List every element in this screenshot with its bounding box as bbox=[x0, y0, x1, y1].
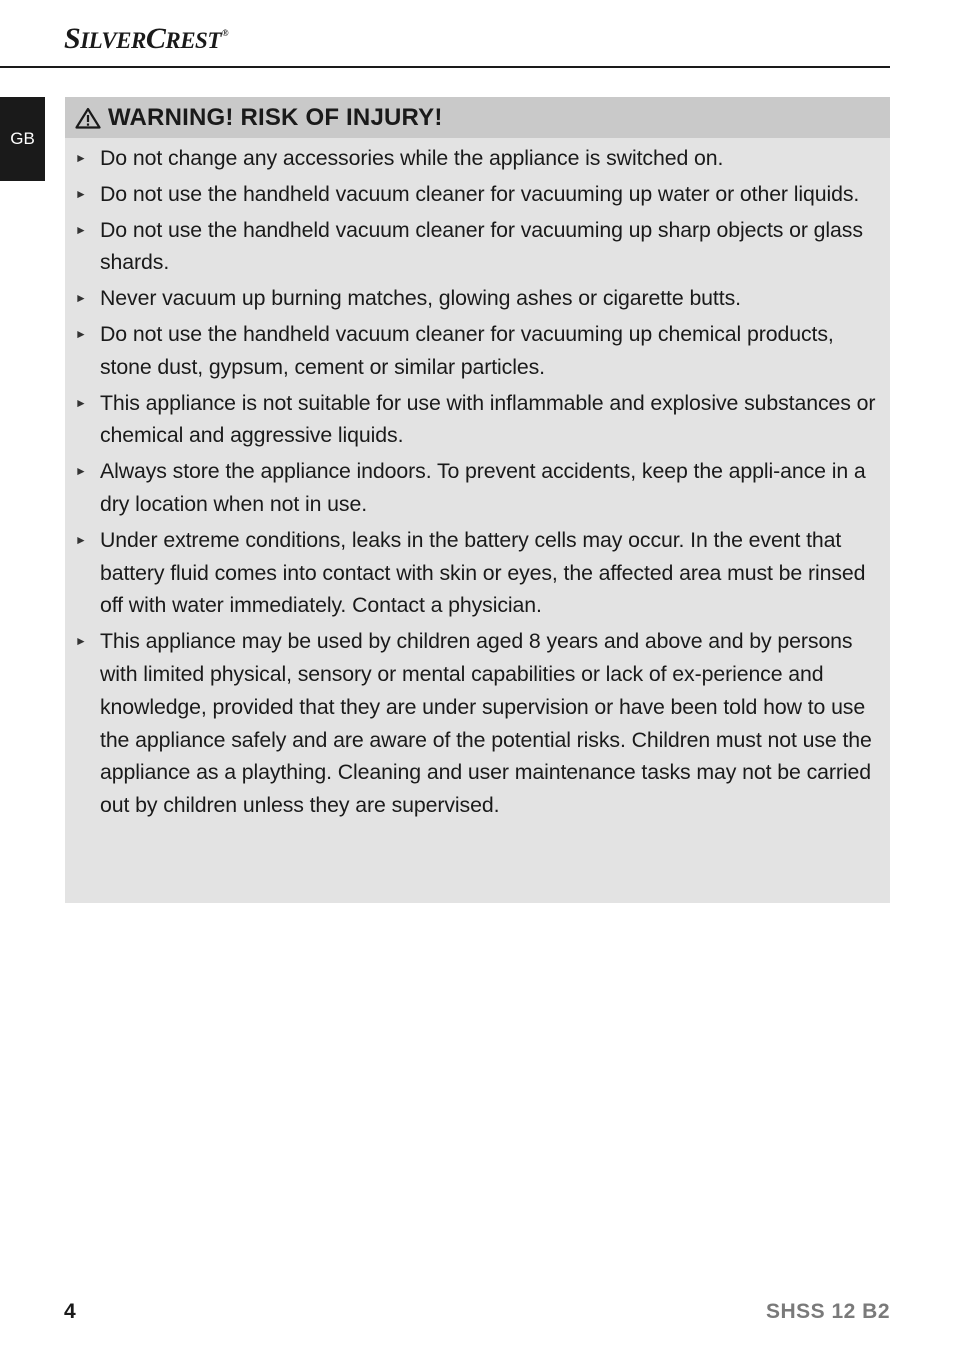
bullet-arrow-icon: ► bbox=[75, 326, 87, 341]
logo-letter-s: S bbox=[64, 22, 81, 55]
list-item bbox=[75, 455, 878, 521]
warning-box bbox=[65, 97, 890, 903]
list-item-text: Always store the appliance indoors. To prevent accidents, keep the appli-ance in a dry location when not in use. bbox=[100, 459, 866, 516]
list-item-text: Do not use the handheld vacuum cleaner for vacuuming up water or other liquids. bbox=[100, 181, 860, 206]
warning-list bbox=[65, 138, 890, 822]
bullet-arrow-icon: ► bbox=[75, 186, 87, 201]
bullet-arrow-icon: ► bbox=[75, 464, 87, 479]
list-item bbox=[75, 524, 878, 622]
model-number: SHSS 12 B2 bbox=[765, 1300, 890, 1323]
bullet-arrow-icon: ► bbox=[75, 291, 87, 306]
list-item bbox=[75, 387, 878, 453]
list-item bbox=[75, 625, 878, 822]
logo-ilver: ILVER bbox=[80, 28, 146, 53]
list-item bbox=[75, 318, 878, 384]
bullet-arrow-icon: ► bbox=[75, 532, 87, 547]
language-tab-label: GB bbox=[10, 129, 35, 148]
language-tab bbox=[0, 97, 45, 181]
logo-rest: REST bbox=[165, 28, 221, 53]
list-item-text: Under extreme conditions, leaks in the battery cells may occur. In the event that battery fluid comes into contact with skin or eyes, the affected area must be rinsed off with water immediately. Contact a physician. bbox=[100, 527, 866, 618]
list-item-text: Do not change any accessories while the appliance is switched on. bbox=[100, 146, 724, 170]
page-number: 4 bbox=[64, 1300, 76, 1323]
warning-title: WARNING! RISK OF INJURY! bbox=[108, 103, 443, 131]
list-item bbox=[75, 142, 878, 175]
bullet-arrow-icon: ► bbox=[75, 222, 87, 237]
list-item-text: This appliance is not suitable for use with inflammable and explosive substances or chemical and aggressive liquids. bbox=[100, 390, 876, 448]
logo-letter-c: C bbox=[145, 22, 166, 55]
list-item-text: Never vacuum up burning matches, glowing ashes or cigarette butts. bbox=[100, 286, 741, 311]
silvercrest-logo bbox=[64, 22, 228, 56]
warning-triangle-icon bbox=[75, 107, 101, 129]
warning-header bbox=[65, 97, 890, 138]
list-item bbox=[75, 282, 878, 315]
list-item-text: Do not use the handheld vacuum cleaner for vacuuming up sharp objects or glass shards. bbox=[100, 217, 863, 275]
registered-mark: ® bbox=[221, 28, 229, 38]
bullet-arrow-icon: ► bbox=[75, 151, 87, 165]
bullet-arrow-icon: ► bbox=[75, 634, 87, 649]
bullet-arrow-icon: ► bbox=[75, 395, 87, 410]
list-item-text: This appliance may be used by children aged 8 years and above and by persons with limited physical, sensory or mental capabilities or lack of ex-perience and knowledge, provided that they are under supervision or have been told how to use the appliance safely and are aware of the potential risks. Children must not use the appliance as a plaything. Cleaning and user maintenance tasks may not be carried out by children unless they are supervised. bbox=[100, 629, 872, 818]
list-item bbox=[75, 214, 878, 280]
list-item-text: Do not use the handheld vacuum cleaner for vacuuming up chemical products, stone dust, gypsum, cement or similar particles. bbox=[100, 321, 834, 379]
header-divider bbox=[0, 66, 890, 68]
list-item bbox=[75, 178, 878, 211]
